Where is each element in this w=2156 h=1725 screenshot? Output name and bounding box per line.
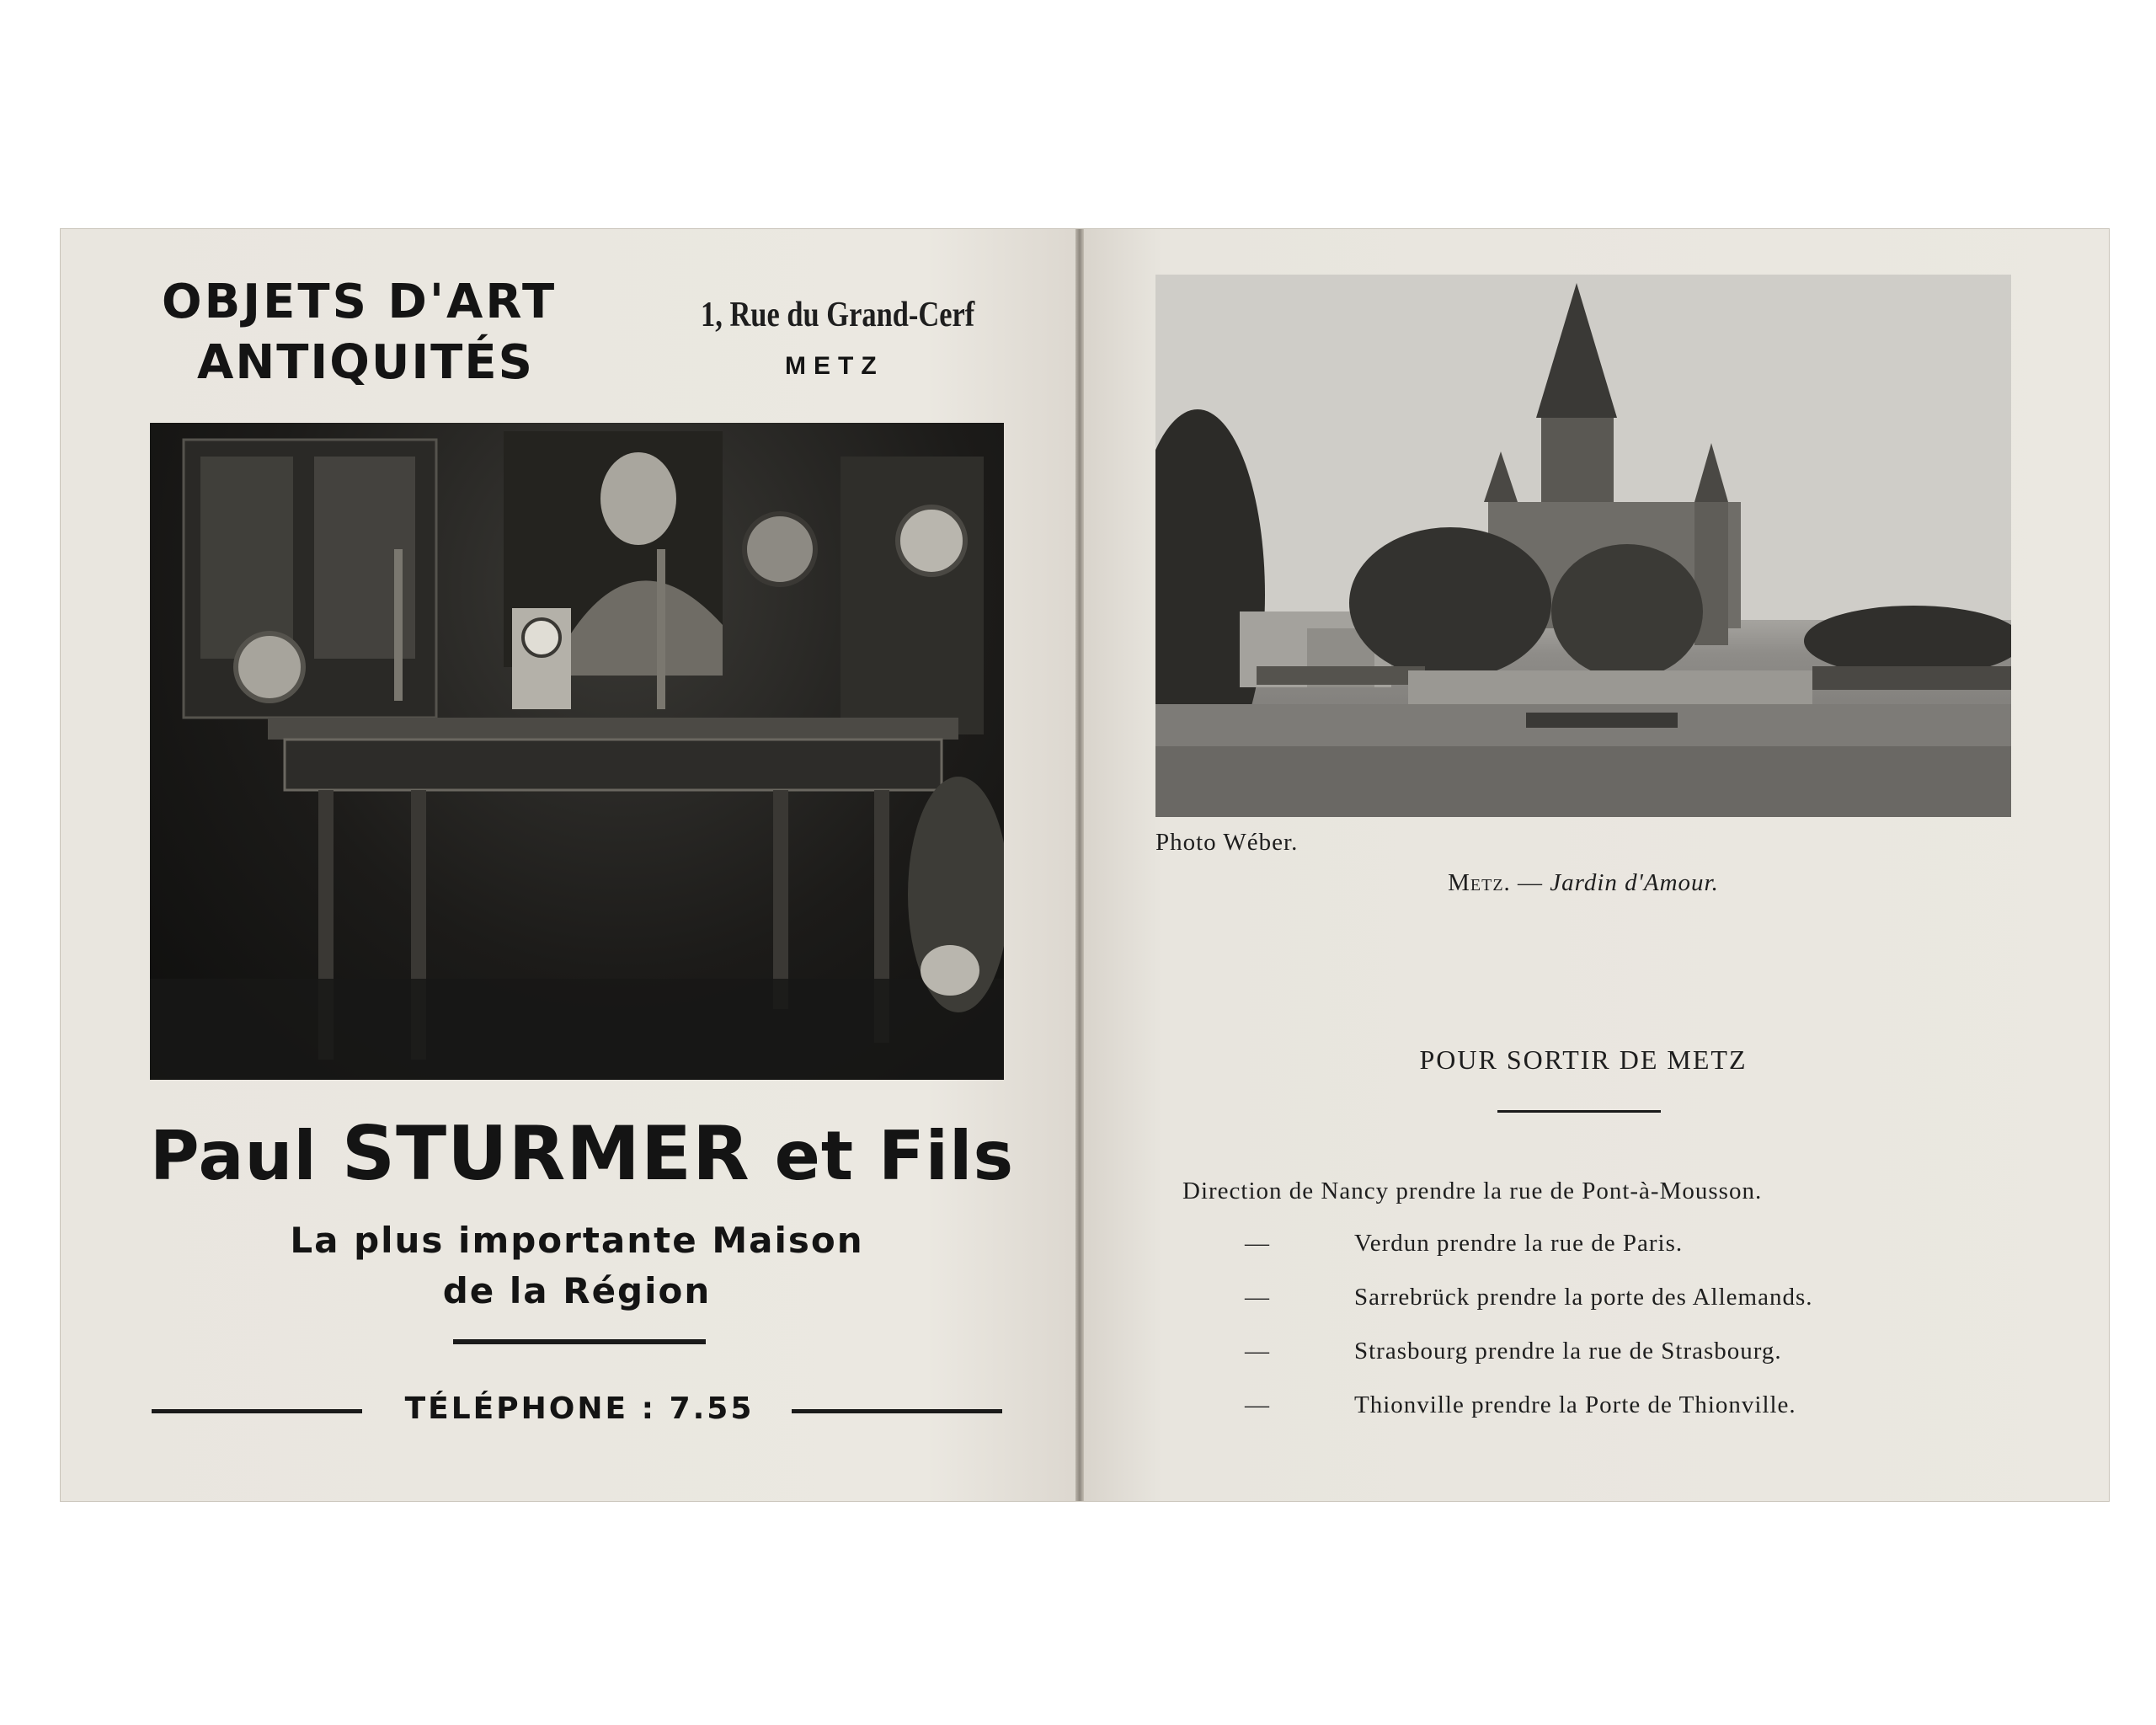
section-title: POUR SORTIR DE METZ — [1419, 1044, 1748, 1075]
photo-credit: Photo Wéber. — [1155, 829, 1299, 856]
direction-dash: — — [1245, 1230, 1269, 1257]
caption-place: Metz. — [1448, 869, 1511, 896]
directions-intro: Direction de Nancy prendre la rue de Pont-à-Mousson. — [1182, 1178, 1763, 1204]
direction-item: Verdun prendre la rue de Paris. — [1354, 1230, 1684, 1257]
address-city: METZ — [785, 352, 884, 380]
direction-dash: — — [1245, 1338, 1269, 1365]
tagline-line-1: La plus importante Maison — [290, 1220, 864, 1261]
shop-interior-illustration — [150, 423, 1004, 1080]
caption-subject: Jardin d'Amour. — [1550, 869, 1719, 896]
direction-item: Strasbourg prendre la rue de Strasbourg. — [1354, 1338, 1782, 1365]
metz-temple-photo — [1155, 275, 2011, 817]
address-street: 1, Rue du Grand-Cerf — [701, 296, 975, 334]
metz-landscape-illustration — [1155, 275, 2011, 817]
direction-dash: — — [1245, 1284, 1269, 1311]
antiques-shop-photo — [150, 423, 1004, 1080]
book-gutter — [1075, 229, 1084, 1501]
tagline-line-2: de la Région — [442, 1270, 712, 1311]
phone-rule-left — [152, 1409, 362, 1413]
company-name-suffix: et Fils — [750, 1117, 1015, 1195]
heading-line-1: OBJETS D'ART — [162, 275, 558, 329]
phone-rule-right — [792, 1409, 1002, 1413]
company-name — [150, 1110, 1015, 1197]
heading-line-2: ANTIQUITÉS — [197, 335, 534, 390]
tagline-divider — [453, 1339, 706, 1344]
section-divider — [1497, 1110, 1661, 1113]
company-name-first: Paul — [150, 1117, 342, 1195]
photo-caption — [1155, 869, 2011, 897]
direction-dash: — — [1245, 1391, 1269, 1418]
direction-item: Sarrebrück prendre la porte des Allemands. — [1354, 1284, 1813, 1311]
company-name-surname: STURMER — [341, 1110, 750, 1197]
phone-number: TÉLÉPHONE : 7.55 — [404, 1391, 755, 1426]
direction-item: Thionville prendre la Porte de Thionville. — [1354, 1391, 1796, 1418]
caption-dash: — — [1510, 869, 1550, 896]
